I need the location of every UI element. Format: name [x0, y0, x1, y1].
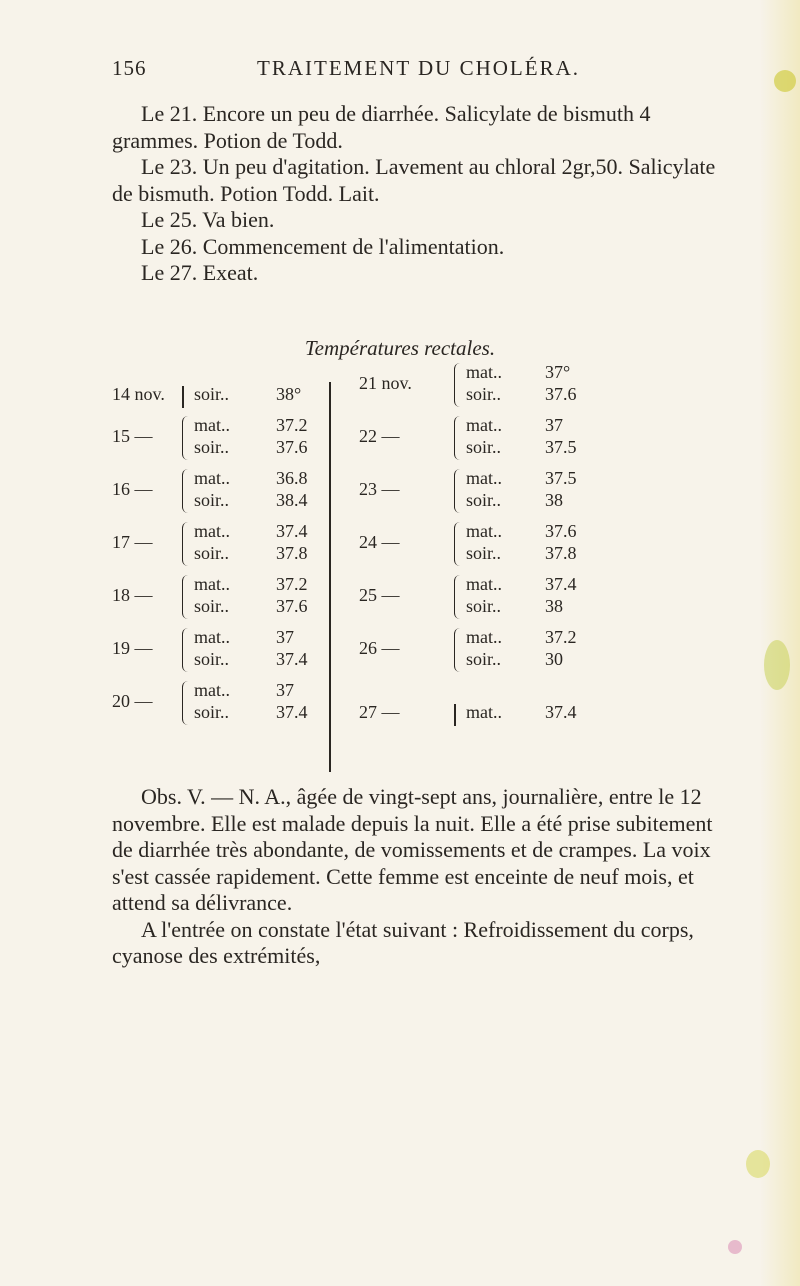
temperature-value: 38 [545, 596, 563, 616]
running-head [112, 56, 732, 86]
temperature-value: 36.8 [276, 468, 308, 488]
day-label: 22 — [359, 426, 400, 446]
day-label: 26 — [359, 638, 400, 658]
paper-spot [746, 1150, 770, 1178]
period-label: mat.. [466, 468, 502, 488]
temperature-value: 37 [545, 415, 563, 435]
period-label: soir.. [466, 490, 502, 510]
observation-paragraph: Obs. V. — N. A., âgée de vingt-sept ans, journalière, entre le 12 novembre. Elle est malade depuis la nuit. Elle a été prise subitement de diarrhée très abondante, de vomissements et de crampes. La voix s'est cassée rapidement. Cette femme est enceinte de neuf mois, et attend sa délivrance. [112, 784, 713, 915]
note-paragraph: Le 25. Va bien. [141, 207, 275, 232]
intro-notes [112, 101, 724, 287]
paper-spot [728, 1240, 742, 1254]
temperature-value: 37.2 [276, 574, 308, 594]
temperature-value: 37.4 [276, 649, 308, 669]
temperature-value: 37.5 [545, 468, 577, 488]
period-label: mat.. [466, 574, 502, 594]
observation-text [112, 784, 724, 970]
temperature-value: 37.8 [545, 543, 577, 563]
temperature-value: 37° [545, 362, 571, 382]
period-label: mat.. [194, 574, 230, 594]
period-label: soir.. [466, 543, 502, 563]
table-title: Températures rectales. [304, 336, 496, 360]
period-label: mat.. [194, 521, 230, 541]
day-label: 25 — [359, 585, 400, 605]
observation-paragraph: A l'entrée on constate l'état suivant : Refroidissement du corps, cyanose des extrémités, [112, 916, 694, 968]
day-label: 15 — [112, 426, 153, 446]
brace-icon [454, 469, 463, 513]
period-label: mat.. [466, 627, 502, 647]
period-label: soir.. [466, 437, 502, 457]
day-label: 14 nov. [112, 384, 165, 404]
note-paragraph: Le 23. Un peu d'agitation. Lavement au chloral 2gr,50. Salicylate de bismuth. Potion Todd. Lait. [112, 154, 716, 206]
period-label: mat.. [466, 415, 502, 435]
temperature-value: 37 [276, 627, 294, 647]
brace-icon [454, 575, 463, 619]
period-label: mat.. [194, 415, 230, 435]
period-label: soir.. [194, 596, 230, 616]
temperature-value: 38° [276, 384, 302, 404]
temperature-value: 38 [545, 490, 563, 510]
day-label: 18 — [112, 585, 153, 605]
period-label: soir.. [194, 384, 230, 404]
temperature-value: 38.4 [276, 490, 308, 510]
note-paragraph: Le 21. Encore un peu de diarrhée. Salicylate de bismuth 4 grammes. Potion de Todd. [112, 101, 651, 153]
period-label: soir.. [466, 649, 502, 669]
day-label: 19 — [112, 638, 153, 658]
period-label: soir.. [194, 543, 230, 563]
day-label: 23 — [359, 479, 400, 499]
brace-icon [182, 628, 191, 672]
temperature-value: 30 [545, 649, 563, 669]
period-label: soir.. [466, 384, 502, 404]
brace-icon [182, 469, 191, 513]
single-reading-bar [182, 386, 184, 408]
column-divider [329, 382, 331, 772]
temperature-value: 37.8 [276, 543, 308, 563]
day-label: 27 — [359, 702, 400, 722]
temperature-value: 37.4 [276, 521, 308, 541]
day-label: 17 — [112, 532, 153, 552]
period-label: mat.. [466, 521, 502, 541]
brace-icon [454, 416, 463, 460]
period-label: soir.. [194, 702, 230, 722]
period-label: soir.. [194, 437, 230, 457]
temperature-value: 37.4 [276, 702, 308, 722]
period-label: mat.. [194, 468, 230, 488]
temperature-value: 37.6 [545, 521, 577, 541]
page-number: 156 [112, 56, 147, 80]
temperature-value: 37.6 [276, 437, 308, 457]
temperature-value: 37.2 [276, 415, 308, 435]
temperature-table [112, 362, 722, 776]
brace-icon [454, 363, 463, 407]
brace-icon [454, 628, 463, 672]
brace-icon [182, 575, 191, 619]
paper-spot [764, 640, 790, 690]
note-paragraph: Le 27. Exeat. [141, 260, 259, 285]
brace-icon [454, 522, 463, 566]
day-label: 16 — [112, 479, 153, 499]
period-label: mat.. [194, 627, 230, 647]
temperature-value: 37.5 [545, 437, 577, 457]
temperature-value: 37.4 [545, 574, 577, 594]
note-paragraph: Le 26. Commencement de l'alimentation. [141, 233, 505, 259]
brace-icon [182, 681, 191, 725]
period-label: mat.. [194, 680, 230, 700]
brace-icon [182, 416, 191, 460]
brace-icon [182, 522, 191, 566]
temperature-value: 37 [276, 680, 294, 700]
temperature-value: 37.2 [545, 627, 577, 647]
running-title: TRAITEMENT DU CHOLÉRA. [257, 56, 581, 80]
period-label: mat.. [466, 362, 502, 382]
day-label: 20 — [112, 691, 153, 711]
day-label: 24 — [359, 532, 400, 552]
period-label: mat.. [466, 702, 502, 722]
temperature-value: 37.6 [276, 596, 308, 616]
period-label: soir.. [466, 596, 502, 616]
period-label: soir.. [194, 649, 230, 669]
day-label: 21 nov. [359, 373, 412, 393]
temperature-value: 37.4 [545, 702, 577, 722]
period-label: soir.. [194, 490, 230, 510]
single-reading-bar [454, 704, 456, 726]
temperature-value: 37.6 [545, 384, 577, 404]
paper-spot [774, 70, 796, 92]
